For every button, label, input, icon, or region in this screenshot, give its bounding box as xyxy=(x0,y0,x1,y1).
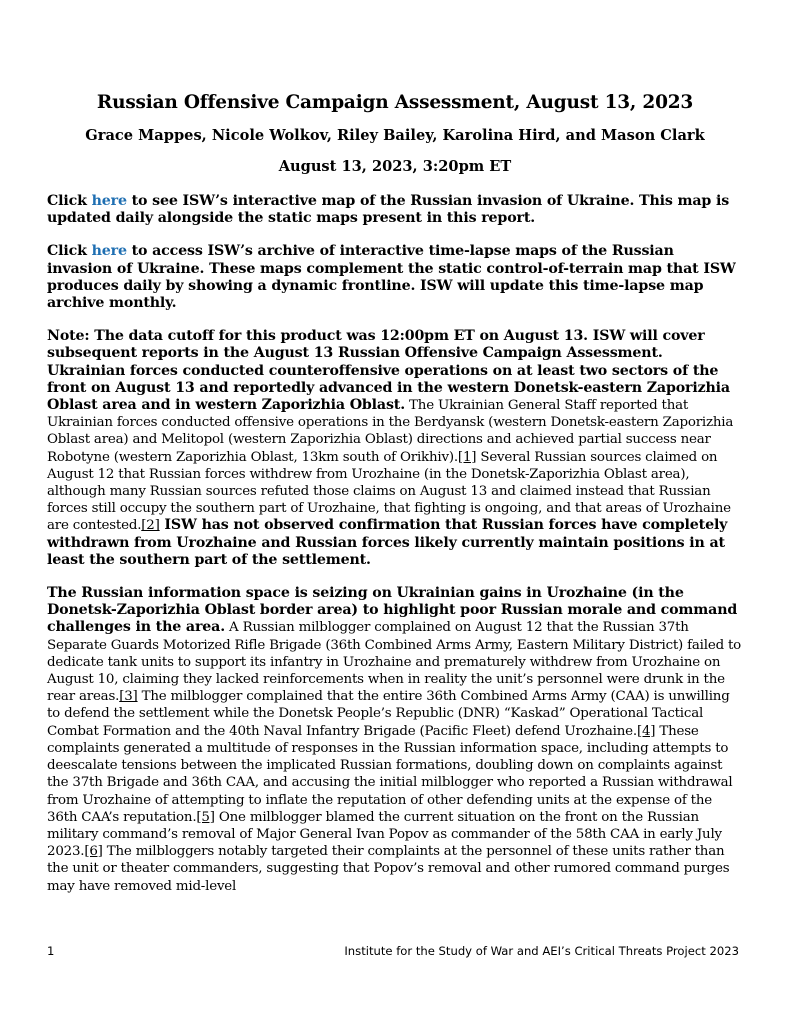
page-number: 1 xyxy=(47,944,55,958)
timelapse-archive-link[interactable]: here xyxy=(91,243,127,260)
click-text: Click xyxy=(47,243,92,260)
timelapse-map-paragraph xyxy=(47,243,743,312)
info-bold-lead: The Russian information space is seizing on Ukrainian gains in Urozhaine (in the Donetsk-Zaporizhia Oblast border area) to highlight poor Russian morale and command challenges in the area. xyxy=(47,585,738,636)
info-text: The milblogger complained that the entire 36th Combined Arms Army (CAA) is unwilling to defend the settlement while the Donetsk People’s Republic (DNR) “Kaskad” Operational Tactical Combat Formation and the 40th Naval Infantry Brigade (Pacific Fleet) defend Urozhaine. xyxy=(47,689,730,739)
note-bold-lead: Note: The data cutoff for this product was 12:00pm ET on August 13. ISW will cover subsequent reports in the August 13 Russian Offensive Campaign Assessment. Ukrainian forces conducted counteroffensive operations on at least two sectors of the front on August 13 and reportedly advanced in the western Donetsk-eastern Zaporizhia Oblast area and in western Zaporizhia Oblast. xyxy=(47,328,730,414)
footnote-link-2[interactable]: [2] xyxy=(141,518,160,534)
note-text: The Ukrainian General Staff reported that Ukrainian forces conducted offensive operations in the Berdyansk (western Donetsk-eastern Zaporizhia Oblast area) and Melitopol (western Zaporizhia Oblast) directions and achieved partial success near Robotyne (western Zaporizhia Oblast, 13km south of Orikhiv). xyxy=(47,398,734,465)
click-text: Click xyxy=(47,193,92,209)
interactive-map-paragraph xyxy=(47,193,743,227)
interactive-map-text: to see ISW’s interactive map of the Russian invasion of Ukraine. This map is updated daily alongside the static maps present in this report. xyxy=(47,193,730,227)
info-text: A Russian milblogger complained on August 12 that the Russian 37th Separate Guards Motorized Rifle Brigade (36th Combined Arms Army, Eastern Military District) failed to dedicate tank units to support its infantry in Urozhaine and prematurely withdrew from Urozhaine on August 10, claiming they lacked reinforcements when in reality the unit’s personnel were drunk in the rear areas. xyxy=(47,620,742,705)
info-text: The milbloggers notably targeted their complaints at the personnel of these units rather than the unit or theater commanders, suggesting that Popov’s removal and other rumored command purges may have removed mid-level xyxy=(47,844,730,894)
report-authors: Grace Mappes, Nicole Wolkov, Riley Bailey, Karolina Hird, and Mason Clark xyxy=(85,127,705,144)
info-text: One milblogger blamed the current situation on the front on the Russian military command’s removal of Major General Ivan Popov as commander of the 58th CAA in early July 2023. xyxy=(47,809,722,860)
footnote-link-3[interactable]: [3] xyxy=(119,689,138,705)
report-date: August 13, 2023, 3:20pm ET xyxy=(278,158,512,175)
note-paragraph xyxy=(47,328,743,569)
footer-organization: Institute for the Study of War and AEI’s Critical Threats Project 2023 xyxy=(344,944,739,958)
interactive-map-link[interactable]: here xyxy=(91,193,127,209)
document-page xyxy=(47,92,743,911)
footnote-link-5[interactable]: [5] xyxy=(196,809,215,825)
page-footer xyxy=(47,944,739,958)
footnote-link-4[interactable]: [4] xyxy=(636,723,656,739)
info-text: These complaints generated a multitude of responses in the Russian information space, including attempts to deescalate tensions between the implicated Russian formations, doubling down on complaints against the 37th Brigade and 36th CAA, and accusing the initial milblogger who reported a Russian withdrawal from Urozhaine of attempting to inflate the reputation of other defending units at the expense of the 36th CAA’s reputation. xyxy=(47,723,733,825)
note-text: Several Russian sources claimed on August 12 that Russian forces withdrew from Urozhaine (in the Donetsk-Zaporizhia Oblast area), although many Russian sources refuted those claims on August 13 and claimed instead that Russian forces still occupy the southern part of Urozhaine, that fighting is ongoing, and that areas of Urozhaine are contested. xyxy=(47,449,731,534)
report-title: Russian Offensive Campaign Assessment, August 13, 2023 xyxy=(96,92,694,113)
timelapse-map-text: to access ISW’s archive of interactive time-lapse maps of the Russian invasion of Ukraine. These maps complement the static control-of-terrain map that ISW produces daily by showing a dynamic frontline. ISW will update this time-lapse map archive monthly. xyxy=(47,243,736,312)
footnote-link-1[interactable]: [1] xyxy=(457,449,477,465)
information-space-paragraph xyxy=(47,585,743,895)
footnote-link-6[interactable]: [6] xyxy=(84,844,103,860)
note-bold-conclusion: ISW has not observed confirmation that Russian forces have completely withdrawn from Urozhaine and Russian forces likely currently maintain positions in at least the southern part of the settlement. xyxy=(47,517,728,568)
